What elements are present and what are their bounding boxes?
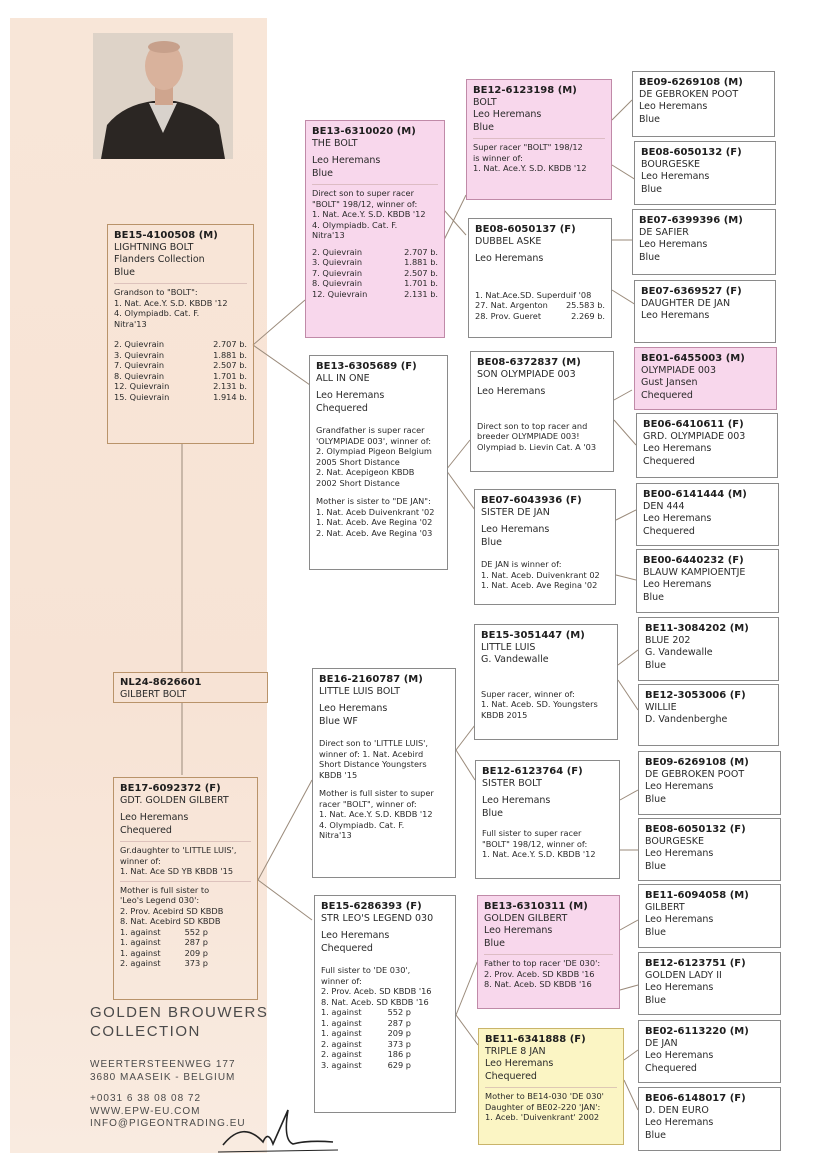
result-row: 2. Quievrain 2.707 b. bbox=[312, 246, 438, 257]
owner: Leo Heremans bbox=[321, 930, 390, 942]
pedigree-dam-card bbox=[113, 777, 258, 1000]
note-line: 'Leo's Legend 030': bbox=[120, 895, 200, 906]
website-link[interactable]: WWW.EPW-EU.COM bbox=[90, 1105, 201, 1117]
result-row: 12. Quievrain 2.131 b. bbox=[312, 288, 438, 299]
pigeon-name: THE BOLT bbox=[312, 138, 358, 149]
result-row: 8. Quievrain 1.701 b. bbox=[114, 370, 247, 381]
brand-line-2: COLLECTION bbox=[90, 1023, 201, 1040]
result-row: 3. Quievrain 1.881 b. bbox=[114, 349, 247, 360]
pigeon-name: LITTLE LUIS BOLT bbox=[319, 686, 401, 697]
grandsire-card: BE15-3051447 (M) LITTLE LUIS G. Vandewalle Super racer, winner of: 1. Nat. Aceb. SD. Youngsters KBDB 2015 bbox=[474, 624, 618, 740]
dam-card: BE13-6305689 (F) ALL IN ONE Leo Heremans Chequered Grandfather is super racer 'OLYMPIADE 003', winner of: 2. Olympiad Pigeon Belgium 2005 Short Distance 2. Nat. Acepigeon KBDB 2002 Short Distance Mother is sister to "DE JAN": 1. Nat. Aceb Duivenkrant '02 1. Nat. Aceb. Ave Regina '02 2. Nat. Aceb. Ave Regina '03 bbox=[309, 355, 448, 570]
result-row: 15. Quievrain 1.914 b. bbox=[114, 391, 247, 402]
pigeon-name: DUBBEL ASKE bbox=[475, 236, 542, 247]
brand-title bbox=[90, 1004, 268, 1040]
great-grandparent-card: BE08-6050132 (F) BOURGESKE Leo Heremans Blue bbox=[638, 818, 781, 881]
ring-number: BE12-6123764 (F) bbox=[482, 766, 583, 777]
owner: Leo Heremans bbox=[482, 795, 551, 807]
ring-number: BE13-6310020 (M) bbox=[312, 126, 416, 137]
result-row: 27. Nat. Argenton 25.583 b. bbox=[475, 300, 605, 311]
owner: Leo Heremans bbox=[120, 812, 189, 824]
great-grandparent-card: BE06-6148017 (F) D. DEN EURO Leo Heremans Blue bbox=[638, 1087, 781, 1151]
owner: Leo Heremans bbox=[475, 253, 544, 265]
note-line: Gr.daughter to 'LITTLE LUIS', bbox=[120, 845, 237, 856]
granddam-card: BE11-6341888 (F) TRIPLE 8 JAN Leo Heremans Chequered Mother to BE14-030 'DE 030' Daughter of BE02-220 'JAN': 1. Aceb. 'Duivenkrant' 2002 bbox=[478, 1028, 624, 1145]
note-line: Nitra'13 bbox=[114, 318, 147, 329]
pigeon-name: GOLDEN GILBERT bbox=[484, 913, 568, 924]
owner: Leo Heremans bbox=[481, 524, 550, 536]
great-grandparent-card: BE09-6269108 (M) DE GEBROKEN POOT Leo Heremans Blue bbox=[632, 71, 775, 137]
owner: Leo Heremans bbox=[485, 1058, 554, 1070]
great-grandparent-card: BE08-6050132 (F) BOURGESKE Leo Heremans Blue bbox=[634, 141, 776, 205]
result-row: 12. Quievrain 2.131 b. bbox=[114, 381, 247, 392]
ring-number: BE07-6043936 (F) bbox=[481, 495, 582, 506]
note-line: 8. Nat. Acebird SD KBDB bbox=[120, 916, 221, 927]
note-line: Mother is full sister to bbox=[120, 884, 210, 895]
ring-number: BE17-6092372 (F) bbox=[120, 783, 221, 794]
sire-card: BE13-6310020 (M) THE BOLT Leo Heremans Blue Direct son to super racer "BOLT" 198/12, winner of: 1. Nat. Ace.Y. S.D. KBDB '12 4. Olympiadb. Cat. F. Nitra'13 2. Quievrain 2.707 b. 3. Quievrain 1.881 b. 7. Quievrain 2.507 b. 8. Quievrain 1.701 b. 12. Quievrain 2.131 b. bbox=[305, 120, 445, 338]
color: Chequered bbox=[120, 824, 172, 836]
ring-number: NL24-8626601 bbox=[120, 677, 202, 688]
pigeon-name: SISTER BOLT bbox=[482, 778, 542, 789]
great-grandparent-card: BE11-3084202 (M) BLUE 202 G. Vandewalle Blue bbox=[638, 617, 779, 681]
ring-number: BE13-6305689 (F) bbox=[316, 361, 417, 372]
result-row: 1. against 287 p bbox=[321, 1017, 411, 1028]
great-grandparent-card: BE02-6113220 (M) DE JAN Leo Heremans Chequered bbox=[638, 1020, 781, 1083]
color: Chequered bbox=[321, 942, 373, 954]
color: Blue bbox=[484, 937, 506, 949]
pigeon-name: SISTER DE JAN bbox=[481, 507, 550, 518]
brand-line-1: GOLDEN BROUWERS bbox=[90, 1004, 269, 1021]
great-grandparent-card: BE00-6440232 (F) BLAUW KAMPIOENTJE Leo Heremans Blue bbox=[636, 549, 779, 613]
result-row: 7. Quievrain 2.507 b. bbox=[312, 267, 438, 278]
owner: Leo Heremans bbox=[484, 925, 553, 937]
note-line: 2. Prov. Acebird SD KBDB bbox=[120, 905, 224, 916]
color: Blue bbox=[114, 266, 136, 278]
pigeon-name: BOLT bbox=[473, 97, 497, 108]
great-grandparent-card: BE07-6399396 (M) DE SAFIER Leo Heremans Blue bbox=[632, 209, 776, 275]
owner: Leo Heremans bbox=[319, 703, 388, 715]
ring-number: BE16-2160787 (M) bbox=[319, 674, 423, 685]
note-line: winner of: bbox=[120, 855, 161, 866]
note-line: 4. Olympiadb. Cat. F. bbox=[114, 308, 200, 319]
granddam-card: BE07-6043936 (F) SISTER DE JAN Leo Heremans Blue DE JAN is winner of: 1. Nat. Aceb. Duivenkrant 02 1. Nat. Aceb. Ave Regina '02 bbox=[474, 489, 616, 605]
owner: Leo Heremans bbox=[477, 386, 546, 398]
color: Chequered bbox=[316, 402, 368, 414]
pigeon-name: STR LEO'S LEGEND 030 bbox=[321, 913, 434, 924]
ring-number: BE12-6123198 (M) bbox=[473, 85, 577, 96]
ring-number: BE15-3051447 (M) bbox=[481, 630, 585, 641]
result-row: 28. Prov. Gueret 2.269 b. bbox=[475, 310, 605, 321]
phone: +0031 6 38 08 08 72 bbox=[90, 1093, 202, 1104]
great-grandparent-card: BE06-6410611 (F) GRD. OLYMPIADE 003 Leo Heremans Chequered bbox=[636, 413, 778, 478]
email-link[interactable]: INFO@PIGEONTRADING.EU bbox=[90, 1118, 246, 1129]
color: Blue bbox=[482, 807, 504, 819]
great-grandparent-card: BE12-6123751 (F) GOLDEN LADY II Leo Heremans Blue bbox=[638, 952, 781, 1015]
note-line: 1. Nat. Ace.Y. S.D. KBDB '12 bbox=[114, 297, 228, 308]
pigeon-name: LIGHTNING BOLT bbox=[114, 242, 194, 253]
great-grandparent-card: BE00-6141444 (M) DEN 444 Leo Heremans Chequered bbox=[636, 483, 779, 546]
ring-number: BE08-6050137 (F) bbox=[475, 224, 576, 235]
owner: Leo Heremans bbox=[316, 390, 385, 402]
color: Blue bbox=[312, 167, 334, 179]
result-row: 1. against 209 p bbox=[120, 947, 208, 958]
breeder-photo bbox=[93, 33, 233, 159]
color: Blue WF bbox=[319, 715, 358, 727]
owner: Flanders Collection bbox=[114, 254, 205, 266]
ring-number: BE15-4100508 (M) bbox=[114, 230, 218, 241]
color: Chequered bbox=[485, 1070, 537, 1082]
pedigree-mate-card bbox=[113, 672, 268, 703]
result-row: 2. Quievrain 2.707 b. bbox=[114, 339, 247, 350]
result-row: 3. against 629 p bbox=[321, 1059, 411, 1070]
pedigree-subject-card bbox=[107, 224, 254, 444]
result-row: 8. Quievrain 1.701 b. bbox=[312, 278, 438, 289]
brand-address: WEERTERSTEENWEG 177 3680 MAASEIK - BELGIUM bbox=[90, 1059, 236, 1083]
pigeon-name: GILBERT BOLT bbox=[120, 689, 187, 700]
great-grandparent-card: BE07-6369527 (F) DAUGHTER DE JAN Leo Heremans bbox=[634, 280, 776, 343]
granddam-card bbox=[468, 218, 612, 338]
dam-card: BE15-6286393 (F) STR LEO'S LEGEND 030 Leo Heremans Chequered Full sister to 'DE 030', winner of: 2. Prov. Aceb. SD KBDB '16 8. Nat. Aceb. SD KBDB '16 1. against 552 p 1. against 287 p 1. against 209 p 2. against 373 p 2. against 186 p 3. against 629 p bbox=[314, 895, 456, 1113]
pigeon-name: SON OLYMPIADE 003 bbox=[477, 369, 576, 380]
result-row: 7. Quievrain 2.507 b. bbox=[114, 360, 247, 371]
result-row: 1. Nat.Ace.SD. Superduif '08 bbox=[475, 289, 592, 300]
ring-number: BE13-6310311 (M) bbox=[484, 901, 588, 912]
sire-card: BE16-2160787 (M) LITTLE LUIS BOLT Leo Heremans Blue WF Direct son to 'LITTLE LUIS', winner of: 1. Nat. Acebird Short Distance Youngsters KBDB '15 Mother is full sister to super racer "BOLT", winner of: 1. Nat. Ace.Y. S.D. KBDB '12 4. Olympiadb. Cat. F. Nitra'13 bbox=[312, 668, 456, 878]
ring-number: BE08-6372837 (M) bbox=[477, 357, 581, 368]
result-row: 1. against 209 p bbox=[321, 1028, 411, 1039]
pigeon-name: ALL IN ONE bbox=[316, 373, 370, 384]
owner: G. Vandewalle bbox=[481, 654, 549, 666]
owner: Leo Heremans bbox=[312, 155, 381, 167]
pigeon-name: GDT. GOLDEN GILBERT bbox=[120, 795, 229, 806]
result-row: 2. against 373 p bbox=[120, 958, 208, 969]
note-line: Grandson to "BOLT": bbox=[114, 287, 198, 298]
result-row: 2. against 186 p bbox=[321, 1049, 411, 1060]
owner: Leo Heremans bbox=[473, 109, 542, 121]
result-row: 1. against 552 p bbox=[321, 1007, 411, 1018]
pigeon-name: TRIPLE 8 JAN bbox=[485, 1046, 546, 1057]
grandsire-card: BE13-6310311 (M) GOLDEN GILBERT Leo Heremans Blue Father to top racer 'DE 030': 2. Prov. Aceb. SD KBDB '16 8. Nat. Aceb. SD KBDB '16 bbox=[477, 895, 620, 1009]
result-row: 2. against 373 p bbox=[321, 1038, 411, 1049]
great-grandparent-card: BE09-6269108 (M) DE GEBROKEN POOT Leo Heremans Blue bbox=[638, 751, 781, 815]
granddam-card: BE12-6123764 (F) SISTER BOLT Leo Heremans Blue Full sister to super racer "BOLT" 198/12, winner of: 1. Nat. Ace.Y. S.D. KBDB '12 bbox=[475, 760, 620, 879]
result-row: 3. Quievrain 1.881 b. bbox=[312, 257, 438, 268]
color: Blue bbox=[481, 536, 503, 548]
great-grandparent-card: BE12-3053006 (F) WILLIE D. Vandenberghe bbox=[638, 684, 779, 746]
note-line: 1. Nat. Ace SD YB KBDB '15 bbox=[120, 866, 234, 877]
grandsire-card: BE12-6123198 (M) BOLT Leo Heremans Blue Super racer "BOLT" 198/12 is winner of: 1. Nat. Ace.Y. S.D. KBDB '12 bbox=[466, 79, 612, 200]
ring-number: BE11-6341888 (F) bbox=[485, 1034, 586, 1045]
color: Blue bbox=[473, 121, 495, 133]
pigeon-name: LITTLE LUIS bbox=[481, 642, 536, 653]
great-grandparent-card: BE11-6094058 (M) GILBERT Leo Heremans Blue bbox=[638, 884, 781, 948]
grandsire-card: BE08-6372837 (M) SON OLYMPIADE 003 Leo Heremans Direct son to top racer and breeder OLYMPIADE 003! Olympiad b. Lievin Cat. A '03 bbox=[470, 351, 614, 472]
result-row: 1. against 552 p bbox=[120, 926, 208, 937]
ring-number: BE15-6286393 (F) bbox=[321, 901, 422, 912]
result-row: 1. against 287 p bbox=[120, 937, 208, 948]
great-grandparent-card: BE01-6455003 (M) OLYMPIADE 003 Gust Jansen Chequered bbox=[634, 347, 777, 410]
